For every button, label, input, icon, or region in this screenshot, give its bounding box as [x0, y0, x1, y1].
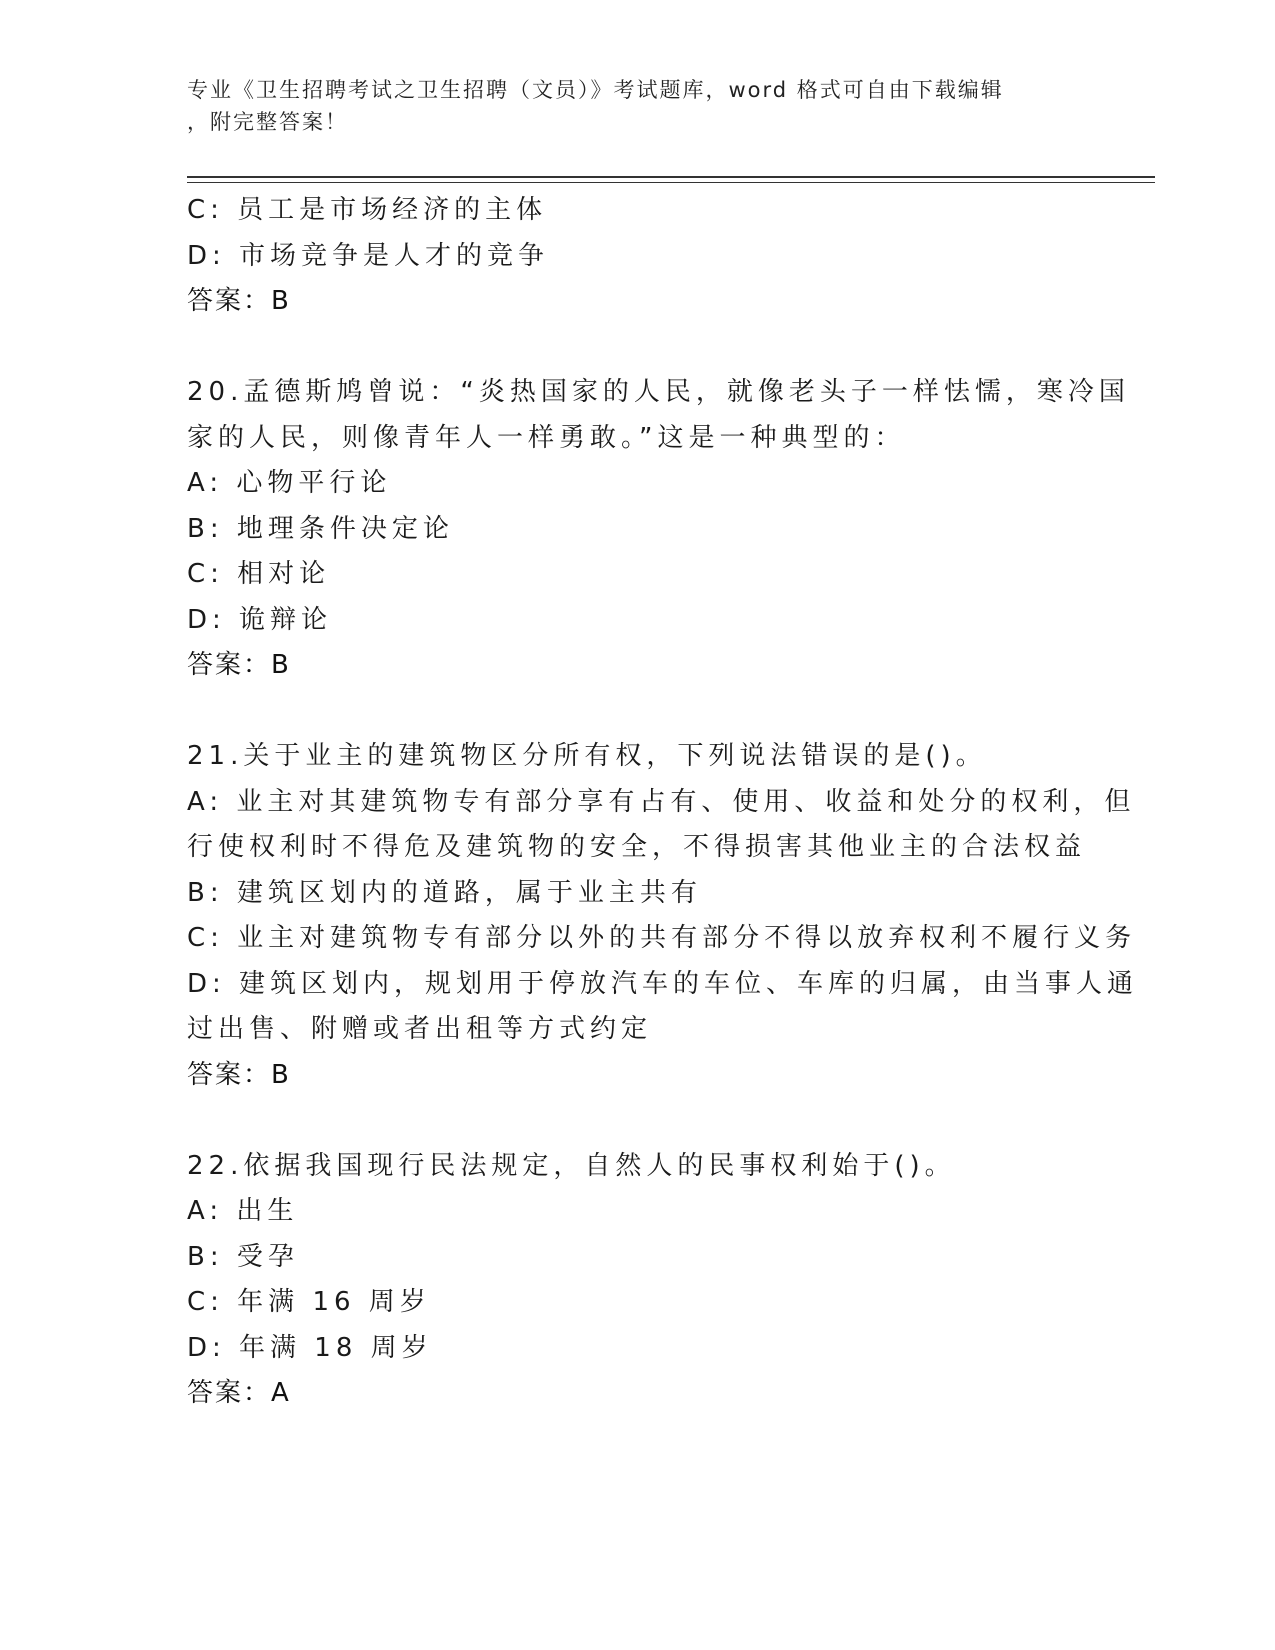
option-a: A: 业主对其建筑物专有部分享有占有、使用、收益和处分的权利，但 [187, 786, 1136, 817]
answer: 答案：B [187, 286, 291, 316]
document-body [187, 188, 1139, 1417]
option-b: B: 建筑区划内的道路，属于业主共有 [187, 877, 702, 908]
option-c: C: 业主对建筑物专有部分以外的共有部分不得以放弃权利不履行义务 [187, 923, 1137, 953]
question-20 [187, 370, 1130, 689]
answer: 答案：B [187, 1059, 291, 1090]
option-a: A: 心物平行论 [187, 468, 392, 498]
spacer [187, 325, 1087, 371]
answer: 答案：A [187, 1378, 291, 1408]
header-line-2: ，附完整答案！ [187, 110, 348, 134]
option-d: D: 建筑区划内，规划用于停放汽车的车位、车库的归属，由当事人通 [187, 968, 1139, 999]
option-c: C: 员工是市场经济的主体 [187, 195, 548, 225]
option-c: C: 年满 16 周岁 [187, 1287, 431, 1317]
option-d-continued: 过出售、附赠或者出租等方式约定 [187, 1014, 653, 1044]
question-22 [187, 1144, 1087, 1417]
header-rule-thick [187, 176, 1155, 178]
header-rule-thin [187, 182, 1155, 183]
option-a: A: 出生 [187, 1196, 299, 1226]
option-c: C: 相对论 [187, 559, 331, 589]
question-stem: 21.关于业主的建筑物区分所有权，下列说法错误的是()。 [187, 741, 987, 771]
option-d: D: 诡辩论 [187, 604, 333, 635]
question-stem: 家的人民，则像青年人一样勇敢。”这是一种典型的： [187, 422, 906, 453]
option-b: B: 地理条件决定论 [187, 513, 454, 544]
question-21 [187, 734, 1139, 1098]
option-d: D: 市场竞争是人才的竞争 [187, 240, 550, 271]
option-b: B: 受孕 [187, 1241, 299, 1272]
option-d: D: 年满 18 周岁 [187, 1332, 433, 1363]
page-header [187, 74, 1067, 138]
spacer [187, 689, 1087, 735]
header-line-1: 专业《卫生招聘考试之卫生招聘（文员）》考试题库，word 格式可自由下载编辑 [187, 78, 1004, 102]
question-stem: 22.依据我国现行民法规定，自然人的民事权利始于()。 [187, 1150, 956, 1181]
question-continued [187, 188, 1087, 325]
answer: 答案：B [187, 650, 291, 680]
question-stem: 20.孟德斯鸠曾说：“炎热国家的人民，就像老头子一样怯懦，寒冷国 [187, 377, 1130, 407]
option-a-continued: 行使权利时不得危及建筑物的安全，不得损害其他业主的合法权益 [187, 832, 1087, 862]
spacer [187, 1098, 1087, 1144]
